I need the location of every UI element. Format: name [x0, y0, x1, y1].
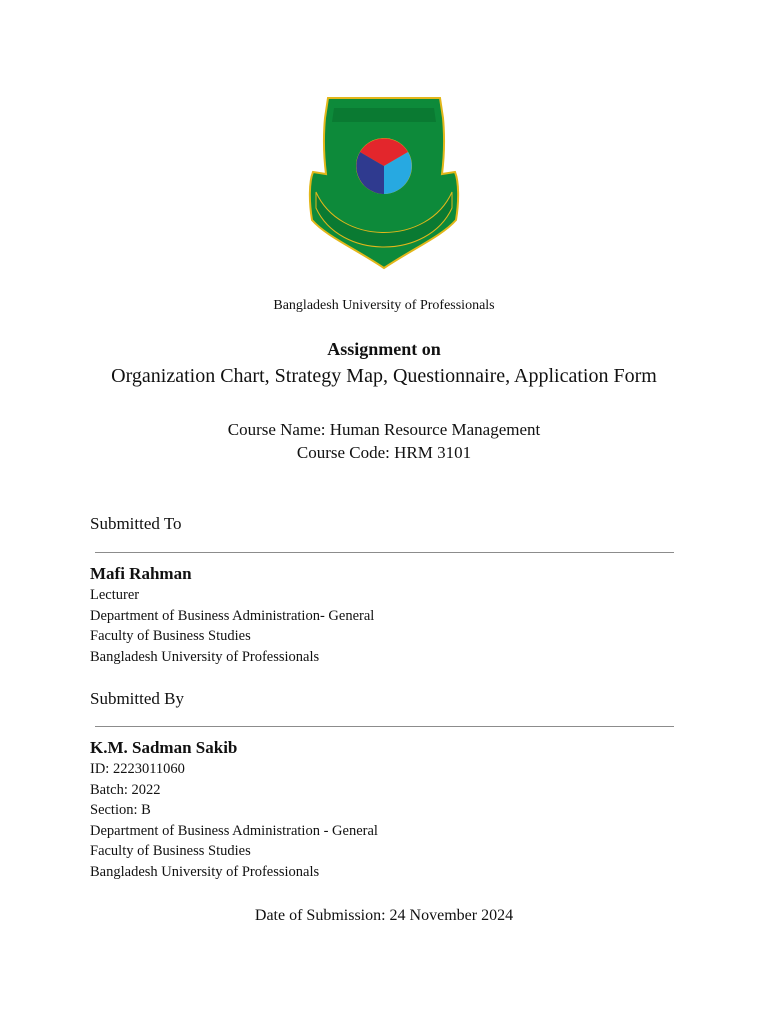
bup-logo: [304, 96, 464, 270]
submitted-by-label: Submitted By: [90, 689, 184, 708]
student-section: Section: B: [90, 802, 151, 819]
submitted-by-divider: [95, 726, 674, 727]
student-name: K.M. Sadman Sakib: [90, 738, 238, 757]
supervisor-university: Bangladesh University of Professionals: [90, 648, 320, 665]
supervisor-designation: Lecturer: [90, 587, 140, 603]
student-batch: Batch: 2022: [90, 781, 161, 798]
assignment-title: Organization Chart, Strategy Map, Questionnaire, Application Form: [111, 365, 657, 387]
supervisor-department: Department of Business Administration- General: [90, 607, 375, 624]
student-faculty: Faculty of Business Studies: [90, 843, 251, 860]
student-id: ID: 2223011060: [90, 761, 185, 777]
submitted-to-block: [90, 563, 374, 667]
student-department: Department of Business Administration - General: [90, 822, 378, 839]
submitted-to-label: Submitted To: [90, 514, 182, 533]
course-code: Course Code: HRM 3101: [296, 443, 472, 462]
supervisor-name: Mafi Rahman: [90, 564, 192, 583]
submitted-by-block: [90, 737, 378, 883]
student-university: Bangladesh University of Professionals: [90, 863, 320, 880]
submission-date: Date of Submission: 24 November 2024: [254, 907, 514, 924]
university-name: Bangladesh University of Professionals: [273, 298, 495, 313]
course-name: Course Name: Human Resource Management: [227, 420, 541, 439]
assignment-heading: Assignment on: [327, 339, 441, 359]
submitted-to-divider: [95, 552, 674, 553]
supervisor-faculty: Faculty of Business Studies: [90, 628, 251, 645]
